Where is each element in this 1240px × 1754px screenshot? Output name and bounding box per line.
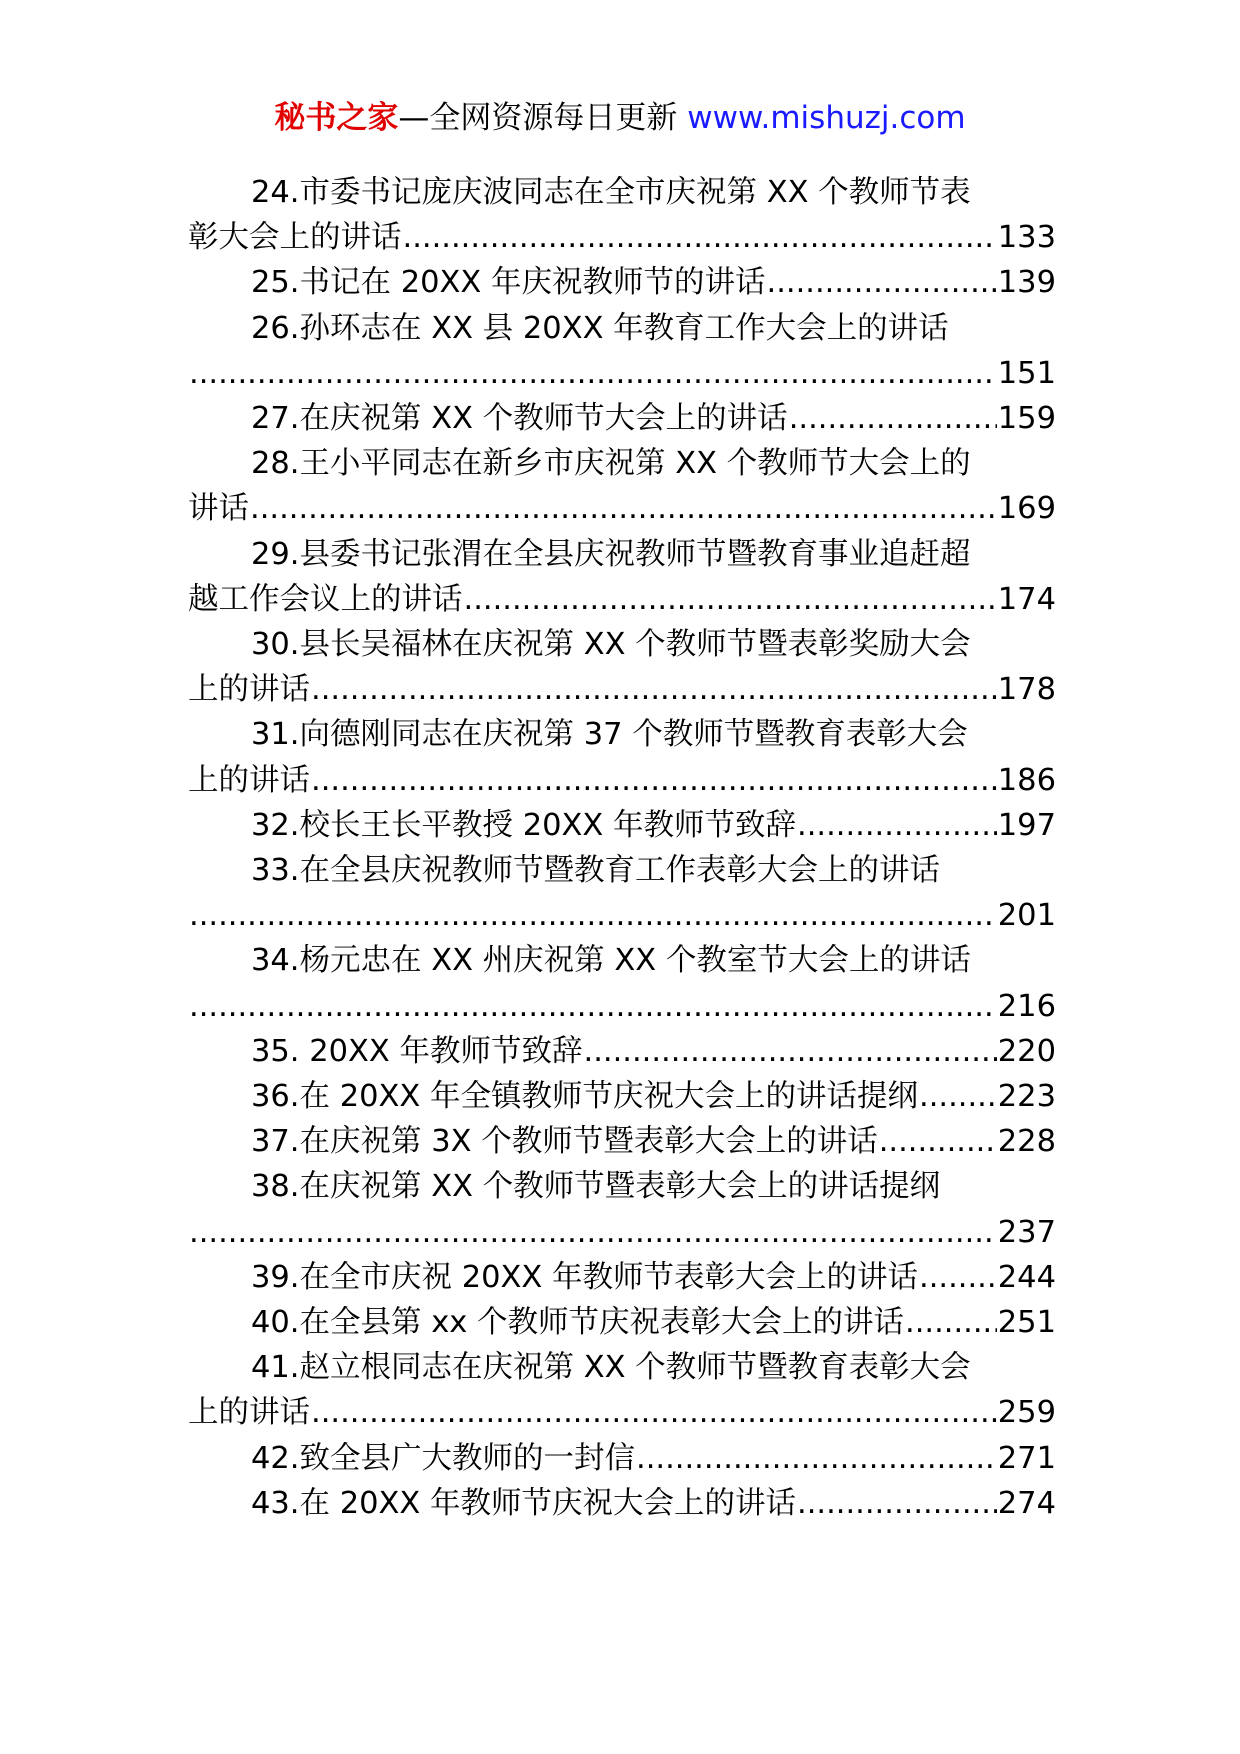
toc-leader-line <box>188 486 1056 531</box>
page-number: 251 <box>997 1305 1056 1341</box>
toc-entry-title-continued: 上的讲话 <box>188 762 310 798</box>
dot-leader <box>797 803 997 848</box>
toc-entry[interactable] <box>188 396 1056 441</box>
toc-leader-line <box>188 1300 1056 1345</box>
toc-entry-title: 28.王小平同志在新乡市庆祝第 XX 个教师节大会上的 <box>251 446 971 482</box>
toc-entry[interactable] <box>188 170 1056 260</box>
page-number: 178 <box>997 672 1056 708</box>
toc-entry[interactable] <box>188 1164 1056 1254</box>
page-number: 244 <box>997 1259 1056 1295</box>
toc-entry[interactable] <box>188 441 1056 531</box>
toc-leader-line <box>188 577 1056 622</box>
toc-entry[interactable] <box>188 622 1056 712</box>
page-number: 259 <box>997 1395 1056 1431</box>
toc-entry-title: 31.向德刚同志在庆祝第 37 个教师节暨教育表彰大会 <box>251 717 968 753</box>
toc-leader-line <box>188 1255 1056 1300</box>
site-url[interactable]: www.mishuzj.com <box>687 100 966 136</box>
toc-leader-line <box>188 1029 1056 1074</box>
page-number: 151 <box>997 355 1056 391</box>
page-number: 174 <box>997 581 1056 617</box>
toc-leader-line <box>188 260 1056 305</box>
dot-leader <box>189 1210 997 1255</box>
toc-entry[interactable] <box>188 1436 1056 1481</box>
page-number: 237 <box>997 1214 1056 1250</box>
toc-entry-title: 30.县长吴福林在庆祝第 XX 个教师节暨表彰奖励大会 <box>251 627 971 663</box>
toc-leader-line <box>188 758 1056 803</box>
toc-entry-title-continued: 越工作会议上的讲话 <box>188 581 463 617</box>
toc-entry[interactable] <box>188 1345 1056 1435</box>
dot-leader <box>919 1074 997 1119</box>
page-number: 216 <box>997 988 1056 1024</box>
page-number: 159 <box>997 401 1056 437</box>
dot-leader <box>767 260 997 305</box>
toc-leader-line <box>188 893 1056 938</box>
toc-entry[interactable] <box>188 1074 1056 1119</box>
toc-entry-title-continued: 讲话 <box>188 491 249 527</box>
toc-leader-line <box>188 351 1056 396</box>
toc-entry-title: 36.在 20XX 年全镇教师节庆祝大会上的讲话提纲 <box>251 1079 918 1115</box>
toc-leader-line <box>188 1119 1056 1164</box>
dot-leader <box>250 486 997 531</box>
toc-leader-line <box>188 1481 1056 1526</box>
toc-entry-title: 40.在全县第 xx 个教师节庆祝表彰大会上的讲话 <box>251 1305 904 1341</box>
toc-leader-line <box>188 984 1056 1029</box>
toc-entry-title: 42.致全县广大教师的一封信 <box>251 1440 636 1476</box>
dot-leader <box>636 1436 997 1481</box>
dot-leader <box>919 1255 997 1300</box>
dot-leader <box>879 1119 997 1164</box>
toc-entry[interactable] <box>188 306 1056 396</box>
toc-entry[interactable] <box>188 1029 1056 1074</box>
toc-entry-title: 37.在庆祝第 3X 个教师节暨表彰大会上的讲话 <box>251 1124 878 1160</box>
page-number: 220 <box>997 1033 1056 1069</box>
toc-entry[interactable] <box>188 938 1056 1028</box>
dot-leader <box>464 577 997 622</box>
toc-entry[interactable] <box>188 712 1056 802</box>
toc-entry[interactable] <box>188 260 1056 305</box>
dot-leader <box>189 984 997 1029</box>
toc-entry-title-continued: 上的讲话 <box>188 1395 310 1431</box>
toc-entry[interactable] <box>188 1255 1056 1300</box>
page-number: 133 <box>997 220 1056 256</box>
page-number: 271 <box>997 1440 1056 1476</box>
dot-leader <box>311 667 997 712</box>
toc-leader-line <box>188 803 1056 848</box>
toc-entry-title: 27.在庆祝第 XX 个教师节大会上的讲话 <box>251 401 788 437</box>
dot-leader <box>189 351 997 396</box>
toc-entry-title-continued: 上的讲话 <box>188 672 310 708</box>
toc-entry-title: 41.赵立根同志在庆祝第 XX 个教师节暨教育表彰大会 <box>251 1350 971 1386</box>
dot-leader <box>403 215 997 260</box>
page-number: 139 <box>997 265 1056 301</box>
toc-entry-title: 26.孙环志在 XX 县 20XX 年教育工作大会上的讲话 <box>251 310 949 346</box>
toc-leader-line <box>188 396 1056 441</box>
toc-entry-title-continued: 彰大会上的讲话 <box>188 220 402 256</box>
page-header <box>0 98 1240 138</box>
toc-entry-title: 32.校长王长平教授 20XX 年教师节致辞 <box>251 807 796 843</box>
brand-name: 秘书之家 <box>274 100 399 136</box>
toc-leader-line <box>188 667 1056 712</box>
dot-leader <box>905 1300 997 1345</box>
toc-entry-title: 35. 20XX 年教师节致辞 <box>251 1033 583 1069</box>
toc-leader-line <box>188 1436 1056 1481</box>
dot-leader <box>311 758 997 803</box>
toc-entry[interactable] <box>188 1119 1056 1164</box>
table-of-contents <box>188 170 1056 1526</box>
toc-leader-line <box>188 1390 1056 1435</box>
toc-entry-title: 39.在全市庆祝 20XX 年教师节表彰大会上的讲话 <box>251 1259 918 1295</box>
toc-entry-title: 24.市委书记庞庆波同志在全市庆祝第 XX 个教师节表 <box>251 175 971 210</box>
toc-entry[interactable] <box>188 1300 1056 1345</box>
toc-entry[interactable] <box>188 803 1056 848</box>
header-tagline: —全网资源每日更新 <box>398 100 688 136</box>
page-number: 169 <box>997 491 1056 527</box>
dot-leader <box>584 1029 997 1074</box>
toc-entry[interactable] <box>188 848 1056 938</box>
toc-leader-line <box>188 215 1056 260</box>
dot-leader <box>797 1481 997 1526</box>
toc-entry[interactable] <box>188 1481 1056 1526</box>
page-number: 228 <box>997 1124 1056 1160</box>
toc-entry-title: 33.在全县庆祝教师节暨教育工作表彰大会上的讲话 <box>251 853 941 889</box>
toc-entry-title: 38.在庆祝第 XX 个教师节暨表彰大会上的讲话提纲 <box>251 1169 941 1205</box>
toc-leader-line <box>188 1074 1056 1119</box>
toc-leader-line <box>188 1210 1056 1255</box>
dot-leader <box>189 893 997 938</box>
toc-entry-title: 25.书记在 20XX 年庆祝教师节的讲话 <box>251 265 766 301</box>
page-number: 197 <box>997 807 1056 843</box>
dot-leader <box>311 1390 997 1435</box>
page-number: 274 <box>997 1485 1056 1521</box>
toc-entry-title: 43.在 20XX 年教师节庆祝大会上的讲话 <box>251 1485 796 1521</box>
page-number: 186 <box>997 762 1056 798</box>
page-number: 223 <box>997 1079 1056 1115</box>
toc-entry[interactable] <box>188 532 1056 622</box>
page-number: 201 <box>997 898 1056 934</box>
dot-leader <box>789 396 997 441</box>
toc-entry-title: 29.县委书记张渭在全县庆祝教师节暨教育事业追赶超 <box>251 536 971 572</box>
toc-entry-title: 34.杨元忠在 XX 州庆祝第 XX 个教室节大会上的讲话 <box>251 943 971 979</box>
